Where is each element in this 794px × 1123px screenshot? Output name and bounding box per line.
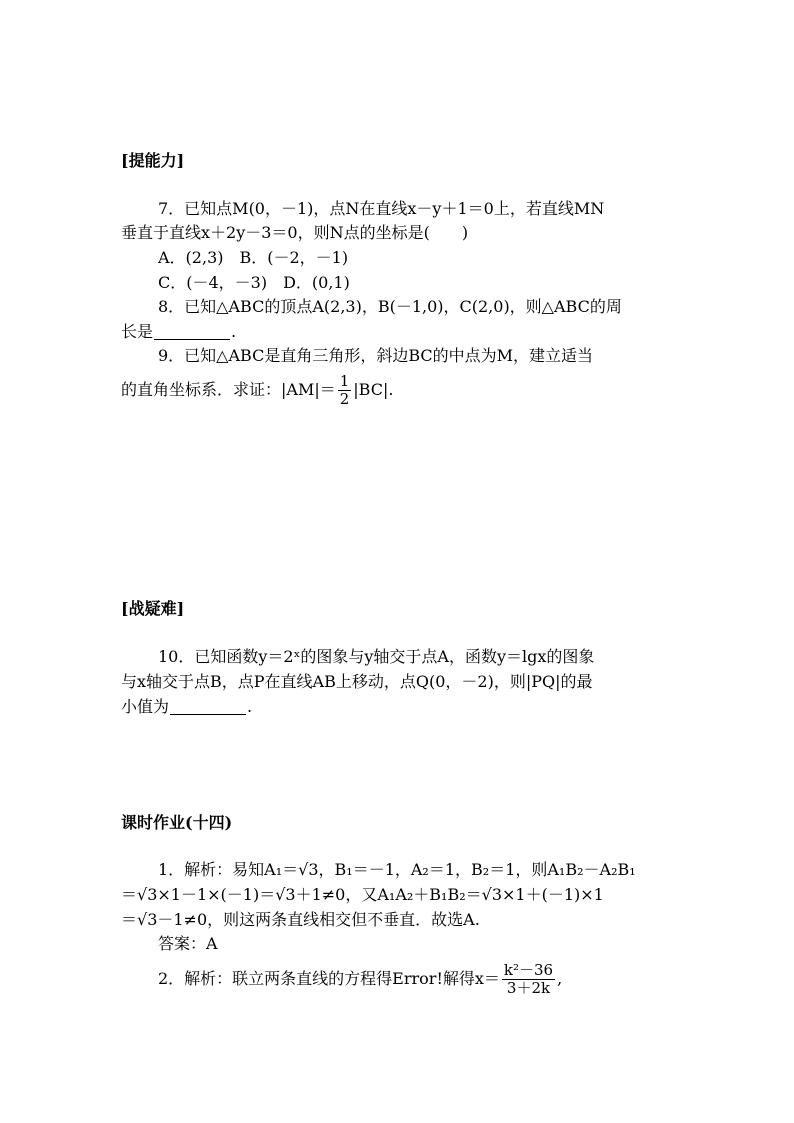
fraction-numerator: k²－36: [503, 961, 554, 979]
q8-line2-post: .: [231, 322, 237, 341]
q10-line2: 与x轴交于点B，点P在直线AB上移动，点Q(0，－2)，则|PQ|的最: [121, 672, 593, 691]
q9-line2: [121, 373, 393, 408]
section-heading-keshi: 课时作业(十四): [121, 813, 233, 832]
a1-line2: ＝√3×1－1×(－1)＝√3＋1≠0，又A₁A₂＋B₁B₂＝√3×1＋(－1)×1: [121, 885, 604, 904]
answer-blank: [170, 698, 246, 715]
q9-line2-post: |BC|.: [353, 380, 394, 399]
a2-line1: [158, 962, 562, 997]
fraction-denominator: 3＋2k: [506, 979, 551, 997]
q10-line1: 10．已知函数y＝2ˣ的图象与y轴交于点A，函数y＝lgx的图象: [158, 647, 595, 666]
q8-line2-pre: 长是: [121, 322, 154, 341]
section-heading-zhanyi: [战疑难]: [121, 599, 185, 618]
section-heading-tineng: [提能力]: [121, 151, 185, 170]
fraction: [502, 962, 555, 997]
q9-line2-pre: 的直角坐标系．求证：|AM|＝: [121, 380, 336, 399]
a2-line1-post: ,: [557, 969, 563, 988]
q10-line3-pre: 小值为: [121, 697, 170, 716]
fraction-numerator: 1: [339, 372, 350, 390]
q10-line3: [121, 697, 252, 717]
q7-line2: 垂直于直线x＋2y－3＝0，则N点的坐标是( ): [121, 223, 469, 242]
q8-line1: 8．已知△ABC的顶点A(2,3)，B(－1,0)，C(2,0)，则△ABC的周: [158, 297, 622, 316]
fraction-denominator: 2: [339, 390, 350, 408]
q7-options-cd: C．(－4，－3) D．(0,1): [158, 273, 350, 292]
a2-line1-pre: 2．解析：联立两条直线的方程得Error!解得x＝: [158, 969, 500, 988]
a1-line3: ＝√3－1≠0，则这两条直线相交但不垂直．故选A.: [121, 910, 480, 929]
q8-line2: [121, 322, 236, 342]
q7-line1: 7．已知点M(0，－1)，点N在直线x－y＋1＝0上，若直线MN: [158, 199, 605, 218]
q9-line1: 9．已知△ABC是直角三角形，斜边BC的中点为M，建立适当: [158, 346, 594, 365]
fraction: [338, 373, 352, 408]
q7-options-ab: A．(2,3) B．(－2，－1): [158, 248, 349, 267]
answer-blank: [154, 323, 230, 340]
a1-answer: 答案：A: [158, 934, 218, 953]
a1-line1: 1．解析：易知A₁＝√3，B₁＝－1，A₂＝1，B₂＝1，则A₁B₂－A₂B₁: [158, 860, 636, 879]
q10-line3-post: .: [247, 697, 253, 716]
